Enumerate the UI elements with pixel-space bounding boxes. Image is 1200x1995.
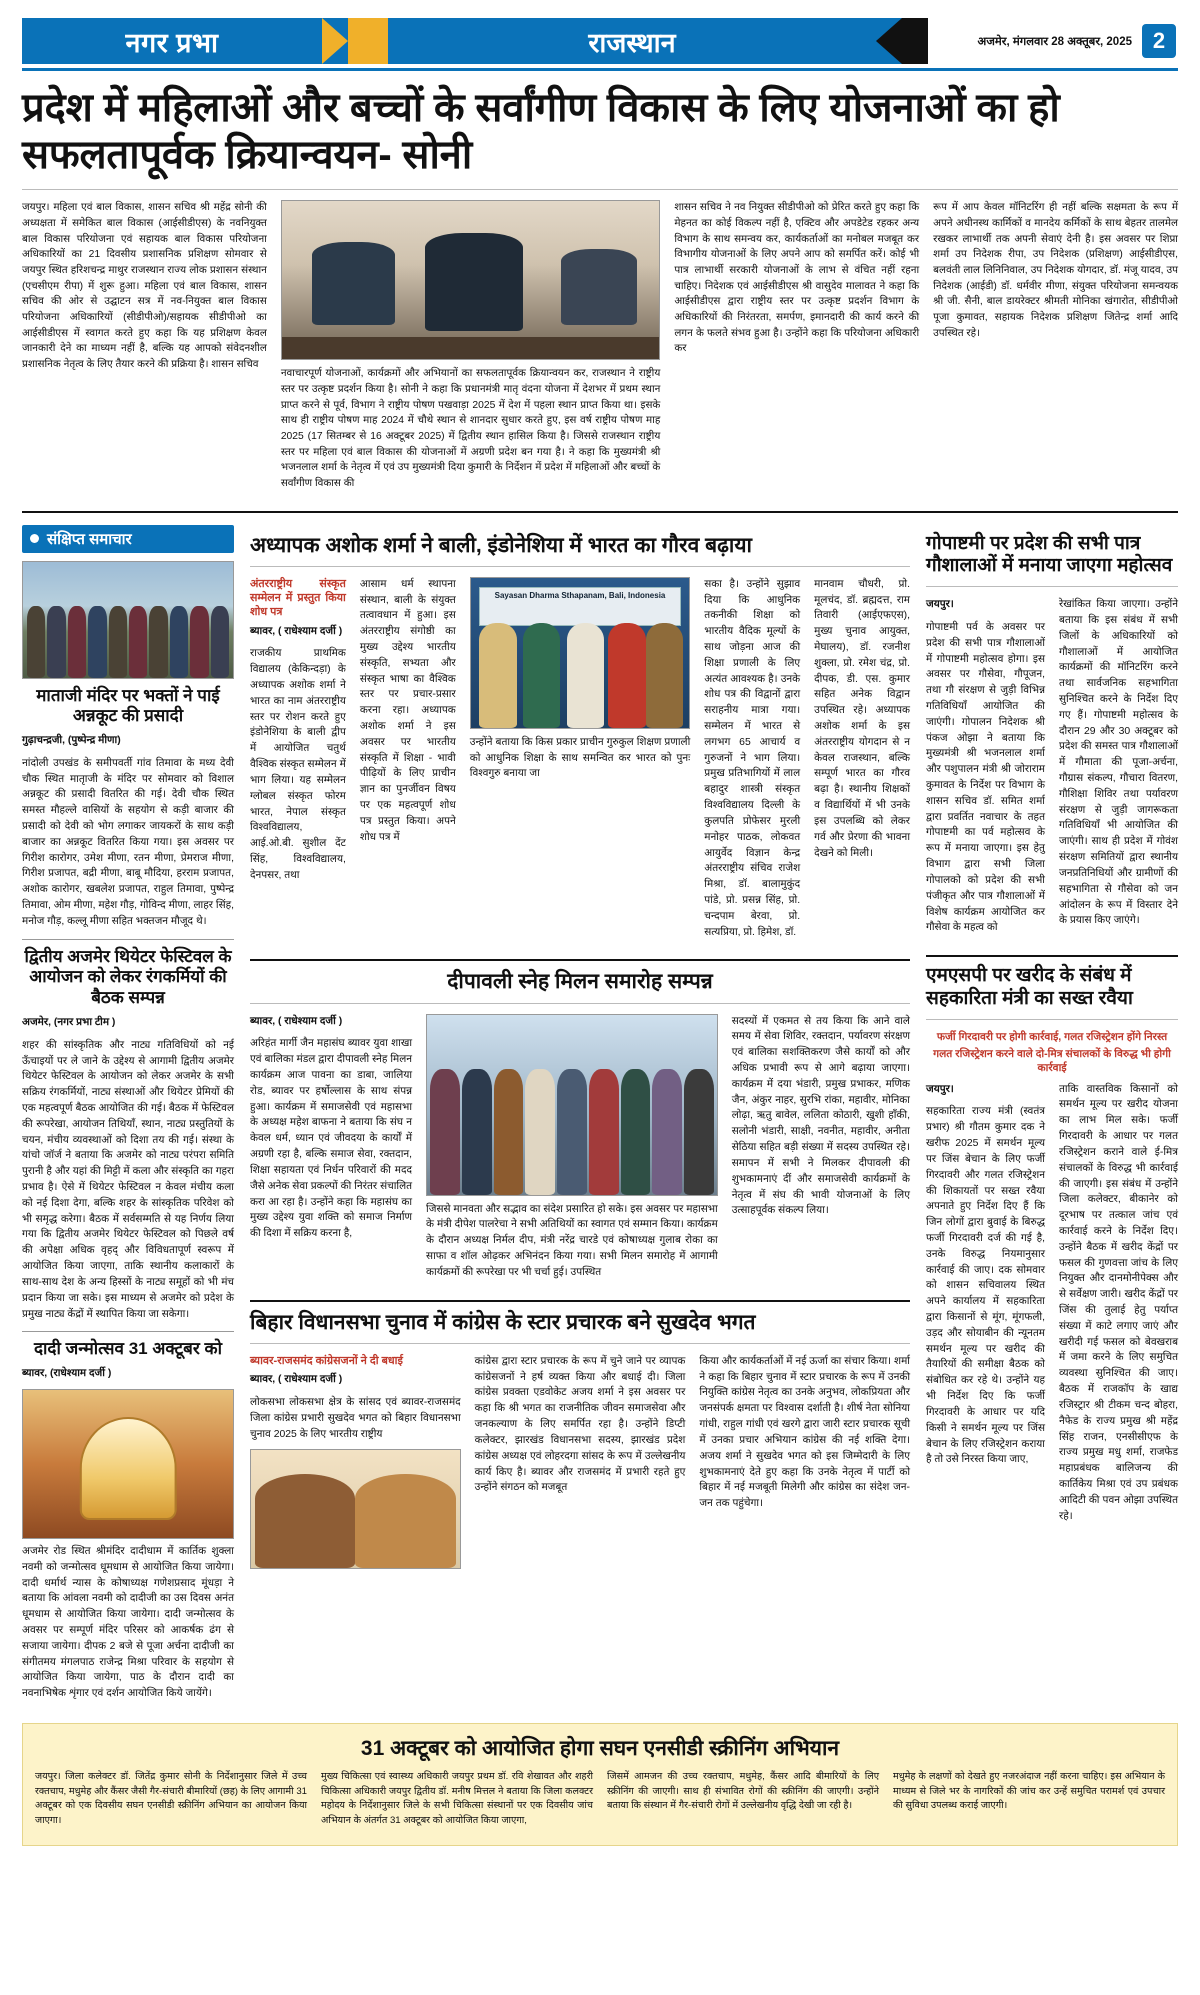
mid-story1-col3-text-wrap (470, 735, 691, 789)
mid-story2-byline: ब्यावर, ( राधेश्याम दर्जी ) (250, 1015, 343, 1027)
mid-divider-3 (250, 1300, 910, 1302)
right-divider-2 (926, 1019, 1178, 1020)
mid-divider-1 (250, 959, 910, 961)
mid-story3-headline: बिहार विधानसभा चुनाव में कांग्रेस के स्टार प्रचारक बने सुखदेव भगत (250, 1310, 756, 1334)
left-divider-2 (22, 1331, 234, 1332)
left-news1-text: नांदोली उपखंड के समीपवर्ती गांव तिमावा के मध्य देवी चौक स्थित मातृाजी के मंदिर पर सोमवार को विशाल अन्नकूट की प्रसादी वितरित की गई। देवी चौक स्थित समस्त मौहल्ले वासियों के सहयोग से कड़ी बाजार की प्रसादी को देवी को भोग लगाकर जायकरों के साथ कड़ी बाजार का अन्नकूट वितरित किया गया। इस अवसर पर गिरीश कारोगर, उमेश मीणा, रतन मीणा, प्रेमराज मीणा, गिरीश प्रजापत, बद्री मीणा, बाबू मौदिया, हरराम प्रजापत, अशोक कारोगर, खबलेश प्रजापत, राहुल तिमावा, पुष्पेन्द्र तिमावा, ओम मीणा, महेश गौड़, गोविन्द मीणा, लाहर सिंह, मनोज गौड़, कल्लू मीणा सहित भक्तजन मौजूद थे। (22, 757, 234, 927)
section-divider-1 (22, 511, 1178, 513)
left-divider-1 (22, 939, 234, 940)
mid-story1-col4 (704, 577, 800, 948)
mid-story3-byline: ब्यावर, ( राधेश्याम दर्जी ) (250, 1374, 343, 1386)
masthead-chevron-yellow (322, 18, 348, 64)
portrait-figure-right (355, 1474, 455, 1568)
gathering-figures (427, 1069, 717, 1195)
bottom-col-4-text: मधुमेह के लक्षणों को देखते हुए नजरअंदाज नहीं करना चाहिए। इस अभियान के माध्यम से जिले भर के नागरिकों की जांच कर उन्हें समुचित परामर्श एवं उपचार की सुविधा उपलब्ध कराई जाएगी। (893, 1771, 1165, 1812)
lead-headline: प्रदेश में महिलाओं और बच्चों के सर्वांगीण विकास के लिए योजनाओं का हो सफलतापूर्वक क्रियान्वयन- सोनी (22, 86, 1060, 178)
right-story2 (926, 1082, 1178, 1532)
right-story1 (926, 597, 1178, 943)
mid-story1-col1-text: राजकीय प्राथमिक विद्यालय (केकिन्दड़ा) के अध्यापक अशोक शर्मा ने भारत का नाम अंतरराष्ट्रीय स्तर पर रोशन करते हुए इंडोनेशिया के बाली द्वीप में आयोजित चतुर्थ वैश्विक संस्कृत सम्मेलन में भाग लिया। यह सम्मेलन ग्लोबल संस्कृत फोरम भारत, नेपाल संस्कृत विश्वविद्यालय, आई.ओ.बी. सुशील देंट सिंह, विश्वविद्यालय, देनपसर, तथा (250, 648, 346, 881)
bottom-col-2 (321, 1770, 593, 1835)
right-column (926, 525, 1178, 1710)
right-story2-kicker: फर्जी गिरदावरी पर होगी कार्रवाई, गलत रजिस्ट्रेशन होंगे निरस्त (936, 1030, 1168, 1043)
left-news3-text-wrap (22, 1544, 234, 1702)
mid-story3-col1 (250, 1354, 461, 1570)
bottom-col-3-text: जिसमें आमजन की उच्च रक्तचाप, मधुमेह, कैंसर आदि बीमारियों के लिए स्क्रीनिंग की जाएगी। साथ ही संभावित रोगों की स्क्रीनिंग की जाएगी। उन्होंने बताया कि संस्थान में गैर-संचारी रोगों में उल्लेखनीय वृद्धि देखी जा रही है। (607, 1771, 879, 1812)
lead-col-1 (22, 200, 267, 498)
left-news2-byline: अजमेर, (नगर प्रभा टीम ) (22, 1016, 116, 1028)
right-story1-col1 (926, 597, 1045, 943)
right-story1-col2 (1059, 597, 1178, 943)
devotees-photo (22, 561, 234, 679)
bottom-strip-headline: 31 अक्टूबर को आयोजित होगा सघन एनसीडी स्क्रीनिंग अभियान (360, 1737, 840, 1761)
lead-col-4-text: रूप में आप केवल मॉनिटरिंग ही नहीं बल्कि सक्षमता के रूप में अपने अधीनस्थ कार्मिकों व मानदेय कर्मिकों के साथ बेहतर तालमेल रखकर लाभार्थी तक अपनी सेवाएं देनी है। इस अवसर पर शिप्रा शर्मा उप निदेशक रीपा, उप निदेशक (प्रशिक्षण) आईसीडीएस, बलवंती लाल लिनिनिवाल, उप निदेशक योगदार, डॉ. मंजू यादव, उप निदेशक (आईडी) डॉ. धर्मवीर मीणा, संयुक्त परियोजना समन्वयक श्री जी. सैनी, बाल डायरेक्टर श्रीमती मोनिका खंगारोत, सीडीपीओ पूजा कुमावत, सहायक निदेशक प्रशिक्षण जितेन्द्र शर्मा आदि उपस्थित रहे। (933, 202, 1178, 339)
lead-col-2-text: नवाचारपूर्ण योजनाओं, कार्यक्रमों और अभियानों का सफलतापूर्वक क्रियान्वयन कर, राजस्थान ने राष्ट्रीय स्तर पर उत्कृष्ट प्रदर्शन किया है। सोनी ने कहा कि प्रधानमंत्री मातृ वंदना योजना में देशभर में प्रथम स्थान प्राप्त करने से पूर्व, विभाग ने राष्ट्रीय पोषण पखवाड़ा 2025 में देश में पहला स्थान प्राप्त किया था। इसके साथ ही राष्ट्रीय पोषण माह 2024 में चौथे स्थान से शानदार सुधार करते हुए, इस वर्ष राष्ट्रीय पोषण माह 2025 (17 सितम्बर से 16 अक्टूबर 2025) में द्वितीय स्थान हासिल किया है। जिससे राजस्थान राष्ट्रीय स्तर पर महिला एवं बाल विकास की योजनाओं में अग्रणी प्रदेश बन गया है। ने कहा कि मुख्यमंत्री श्री भजनलाल शर्मा के नेतृत्व में एवं उप मुख्यमंत्री दिया कुमारी के निर्देशन में प्रदेश में महिलाओं और बच्चों के सर्वांगीण विकास की (280, 368, 661, 489)
mid-divider-4 (250, 1343, 910, 1344)
banner-text: Sayasan Dharma Sthapanam, Bali, Indonesia (494, 590, 666, 600)
left-news2-headline: द्वितीय अजमेर थियेटर फेस्टिवल के आयोजन को लेकर रंगकर्मियों की बैठक सम्पन्न (24, 946, 232, 1008)
leaders-portrait-photo (250, 1449, 461, 1569)
right-story2-col2-text: ताकि वास्तविक किसानों को समर्थन मूल्य पर खरीद योजना का लाभ मिल सके। फर्जी गिरदावरी के आधार पर गलत रजिस्ट्रेशन कराने वाले ई-मित्र संचालकों के विरुद्ध भी कार्रवाई की जाएगी। इस संबंध में उन्होंने जिला कलेक्टर, बीकानेर को दूरभाष पर तत्काल जांच एवं कार्रवाई करने के निर्देश दिए। उन्होंने बैठक में खरीद केंद्रों पर फसल की गुणवत्ता जांच के लिए नियुक्त और दानमोनीपेक्स और से सर्वेक्षण जारी। खरीद केंद्रों पर जिंस की तुलाई हेतु पर्याप्त संख्या में काटे लगाए जाएं और खरीदी गई फसल को बेवखराब में जमा करने के लिए समुचित व्यवस्था सुनिश्चित की जाए। बैठक में राजकॉप के खाद्य रजिस्ट्रार श्री टीकम चन्द बोहरा, नैफेड के राज्य प्रमुख श्री महेंद्र सिंह राजन, एनसीसीएफ के राज्य प्रमुख मधु शर्मा, राजफेड महाप्रबंधक बालिजन्य की कार्तिकेय मिश्रा एवं उप प्रबंधक आदिटी की पवन ओझा उपस्थित रहे। (1059, 1083, 1178, 1522)
idol-figure (80, 1417, 177, 1521)
lead-photo (281, 200, 661, 360)
portrait-figure-left (255, 1474, 355, 1568)
masthead-right (928, 18, 1178, 64)
mid-story1-byline: ब्यावर, ( राधेश्याम दर्जी ) (250, 625, 343, 637)
page-number-badge: 2 (1142, 24, 1176, 58)
mid-story3-col3-text: किया और कार्यकर्ताओं में नई ऊर्जा का संचार किया। शर्मा ने कहा कि बिहार चुनाव में स्टार प्रचारक के रूप में उनकी नियुक्ति कांग्रेस नेतृत्व का उनके अनुभव, लोकप्रियता और जनसंपर्क क्षमता पर विश्वास दर्शाती है। शीर्ष नेता सोनिया गांधी, राहुल गांधी एवं खरगे द्वारा जारी स्टार प्रचारक सूची में उनका प्रचार अभियान कांग्रेस की नई शक्ति देगा। अजय शर्मा ने सुखदेव भगत को इस जिम्मेदारी के लिए शुभकामनाएं देते हुए कहा कि उनके नेतृत्व में पार्टी को बिहार में नई मजबूती मिलेगी और कांग्रेस का संदेश जन-जन तक पहुंचेगा। (699, 1355, 911, 1510)
bali-conference-photo (470, 577, 691, 729)
left-news1-byline: गुढ़ाचन्द्रजी, (पुष्पेन्द्र मीणा) (22, 734, 121, 746)
mid-divider-2 (250, 1003, 910, 1004)
right-story2-col1-text: सहकारिता राज्य मंत्री (स्वतंत्र प्रभार) श्री गौतम कुमार दक ने खरीफ 2025 में समर्थन मूल्य पर जिंस बेचान के लिए फर्जी गिरदावरी और गलत रजिस्ट्रेशन की शिकायतों पर सख्त रवैया अपनाते हुए निर्देश दिए हैं कि जिन लोगों द्वारा बुवाई के बिरुद्ध फर्जी गिरदावरी दर्ज की गई है, उनके विरुद्ध नियमानुसार कार्रवाई की जाए। दक सोमवार को शासन सचिवालय स्थित अपने कार्यालय में सहकारिता द्वारा किसानों से मूंग, मूंगफली, उड़द और सोयाबीन की न्यूनतम समर्थन मूल्य पर खरीद की तैयारियों की समीक्षा बैठक को संबोधित कर रहे थे। उन्होंने यह भी निर्देश दिए कि फर्जी गिरदावरी के आधार पर यदि किसी ने समर्थन मूल्य पर जिंस बेचान के लिए रजिस्ट्रेशन कराया है तो उसे निरस्त किया जाए, (926, 1106, 1045, 1466)
left-news3-body (22, 1366, 234, 1382)
masthead-center-title: राजस्थान (388, 18, 876, 64)
bottom-col-1 (35, 1770, 307, 1835)
left-news3-byline: ब्यावर, (राधेश्याम दर्जी ) (22, 1368, 112, 1380)
mid-story3-kicker: ब्यावर-राजसमंद कांग्रेसजनों ने दी बधाई (250, 1354, 403, 1367)
bottom-col-1-text: जयपुर। जिला कलेक्टर डॉ. जितेंद्र कुमार सोनी के निर्देशानुसार जिले में उच्च रक्तचाप, मधुमेह और कैंसर जैसी गैर-संचारी बीमारियों (छह) के लिए आगामी 31 अक्टूबर को एक दिवसीय सघन एनसीडी स्क्रीनिंग अभियान का आयोजन किया जाएगा। (35, 1771, 307, 1826)
right-divider-1 (926, 955, 1178, 957)
bottom-col-2-text: मुख्य चिकित्सा एवं स्वास्थ्य अधिकारी जयपुर प्रथम डॉ. रवि शेखावत और शहरी चिकित्सा अधिकारी जयपुर द्वितीय डॉ. मनीष मित्तल ने बताया कि जिला कलक्टर महोदय के निर्देशानुसार जिले के सभी चिकित्सा संस्थानों पर एक दिवसीय जांच अभियान के अंतर्गत 31 अक्टूबर को आयोजित किया जाएगा, (321, 1771, 593, 1826)
right-divider-0 (926, 586, 1178, 587)
mid-story1-col1 (250, 577, 346, 948)
right-story1-headline: गोपाष्टमी पर प्रदेश की सभी पात्र गौशालाओं में मनाया जाएगा महोत्सव (926, 532, 1173, 577)
mid-story2-col3-text: सदस्यों में एकमत से तय किया कि आने वाले समय में सेवा शिविर, रक्तदान, पर्यावरण संरक्षण एवं बालिका सशक्तिकरण जैसे कार्यों को और अधिक प्रभावी रूप से आगे बढ़ाया जाएगा। कार्यक्रम में दया भंडारी, प्रमुख प्रभाकर, मणिक जैन, अंकुर नाहर, सुरभि रांका, महावीर, मोनिका लोढ़ा, ऋतु बावेल, ललिता कोठारी, खुशी हाँकी, सलोनी भंडारी, साक्षी, नवनीत, महावीर, अनीता सेठिया सहित बड़ी संख्या में सदस्य उपस्थित रहे। समापन में सभी ने मिलकर दीपावली की शुभकामनाएं दीं और समाजसेवी कार्यक्रमों के नेतृत्व में संघ की भावी योजनाओं के लिए उत्साहपूर्वक संकल्प लिया। (731, 1015, 910, 1217)
mid-story1-col5 (814, 577, 910, 948)
mid-story2-col1 (250, 1014, 412, 1288)
mid-story2-col3 (732, 1014, 910, 1288)
lead-col-2 (281, 200, 661, 498)
masthead-left-title: नगर प्रभा (22, 18, 322, 64)
mid-story3-col2-text: कांग्रेस द्वारा स्टार प्रचारक के रूप में चुने जाने पर व्यापक कांग्रेसजनों ने हर्ष व्यक्त किया और बधाई दी। जिला कांग्रेस प्रवक्ता एडवोकेट अजय शर्मा ने इस अवसर पर कहा कि श्री भगत का राजनीतिक जीवन समाजसेवा और जनकल्याण के लिए समर्पित रहा है। उन्होंने डिप्टी कलेक्टर, झारखंड विधानसभा सदस्य, झारखंड प्रदेश कांग्रेस अध्यक्ष एवं लोहरदगा सांसद के रूप में उल्लेखनीय कार्य किए है। ब्यावर और राजसमंद में प्रभारी रहते हुए उन्होंने संगठन को मजबूत (474, 1355, 686, 1494)
left-news3-text: अजमेर रोड स्थित श्रीमंदिर दादीधाम में कार्तिक शुक्ला नवमी को जन्मोत्सव धूमधाम से आयोजित किया जायेगा। दादी धर्मार्थ न्यास के कोषाध्यक्ष गणेशप्रसाद मूंधड़ा ने बताया कि आंवला नवमी को दादीजी का उस दिवस अनंत धूमधाम से आयोजित किया जायेगा। दादी जन्मोत्सव के अवसर पर सम्पूर्ण मंदिर परिसर को आकर्षक ढंग से सजाया जायेगा। दीपक 2 बजे से पूजा अर्चना दादीजी का संगीतमय मंगलपाठ राजेन्द्र मिश्रा परिवार के सहयोग से आयोजित किया जायेगा, पाठ के दौरान दादी का नवनाभिषेक शृंगार एवं दर्शन आयोजित किये जायेंगे। (22, 1545, 234, 1700)
lead-col-3 (674, 200, 919, 498)
right-story2-col2 (1059, 1082, 1178, 1532)
edition-date: अजमेर, मंगलवार 28 अक्तूबर, 2025 (977, 35, 1132, 48)
right-story2-kicker-2: गलत रजिस्ट्रेशन करने वाले दो-मित्र संचालकों के विरुद्ध भी होगी कार्रवाई (933, 1048, 1171, 1075)
mid-story1-subcols (470, 735, 691, 789)
middle-column (250, 525, 910, 1710)
left-news3-headline: दादी जन्मोत्सव 31 अक्टूबर को (34, 1339, 222, 1359)
mid-story2-headline: दीपावली स्नेह मिलन समारोह सम्पन्न (447, 970, 713, 994)
lead-divider (22, 189, 1178, 190)
lead-story (22, 200, 1178, 498)
temple-idol-photo (22, 1389, 234, 1539)
left-column (22, 525, 234, 1710)
mid-story1 (250, 577, 910, 948)
mid-story1-col2 (360, 577, 456, 948)
mid-story1-col3 (470, 577, 691, 948)
brief-news-title: संक्षिप्त समाचार (47, 530, 132, 548)
photo-figures (23, 606, 233, 678)
mid-story3-col1-text: लोकसभा लोकसभा क्षेत्र के सांसद एवं ब्यावर-राजसमंद जिला कांग्रेस प्रभारी सुखदेव भगत को बिहार विधानसभा चुनाव 2025 के लिए भारतीय राष्ट्रीय (250, 1396, 461, 1440)
bottom-highlight-box (22, 1723, 1178, 1846)
masthead-black-block (902, 18, 928, 64)
lead-col-4 (933, 200, 1178, 498)
mid-story1-col3-text: उन्होंने बताया कि किस प्रकार प्राचीन गुरुकुल शिक्षण प्रणाली को आधुनिक शिक्षा के साथ समन्वित कर भारत को पुनः विश्वगुरु बनाया जा (469, 736, 691, 780)
brief-news-header (22, 525, 234, 553)
right-story1-col2-text: रेखांकित किया जाएगा। उन्होंने बताया कि इस संबंध में सभी जिलों के अधिकारियों को गौशालाओं में आयोजित कार्यक्रमों की मॉनिटरिंग करने तथा सार्वजनिक सहभागिता सुनिश्चित करने के निर्देश दिए गए हैं। गोपाष्टमी महोत्सव के दौरान 29 और 30 अक्टूबर को प्रदेश की समस्त पात्र गौशालाओं में गौमाता की पूजा-अर्चना, गौग्रास संकल्प, गौचारा वितरण, गौशिक्षा शिविर तथा पर्यावरण संरक्षण से जुड़ी जागरूकता गतिविधियाँ भी आयोजित की जाएंगी। साथ ही प्रदेश में गोवंश संरक्षण समितियों द्वारा स्थानीय जनप्रतिनिधियों और ग्रामीणों की सहभागिता से गौसेवा को जन आंदोलन के रूप में विस्तार देने के प्रयास किए जाएंगे। (1059, 599, 1178, 927)
left-news2-body (22, 1015, 234, 1322)
bottom-col-3 (607, 1770, 879, 1835)
left-news1-headline: माताजी मंदिर पर भक्तों ने पाई अन्नकूट की प्रसादी (36, 685, 220, 726)
mid-story3-col3 (699, 1354, 910, 1570)
mid-story2-col2-text: जिससे मानवता और सद्भाव का संदेश प्रसारित हो सके। इस अवसर पर महासभा के मंत्री दीपेश पालरेचा ने सभी अतिथियों का स्वागत एवं सम्मान किया। कार्यक्रम के दौरान अध्यक्ष निर्मल दीप, मंत्री नरेंद्र चारडे एवं कोषाध्यक्ष गुलाब रोका का साफा व शॉल ओढ़कर अभिनंदन किया गया। सभी मिलन समारोह में आगामी कार्यक्रमों की रूपरेखा पर भी चर्चा हुई। उपस्थित (426, 1203, 718, 1278)
lead-col-1-text: जयपुर। महिला एवं बाल विकास, शासन सचिव श्री महेंद्र सोनी की अध्यक्षता में समेकित बाल विकास (आईसीडीएस) के नवनियुक्त बाल विकास परियोजना एवं सहायक बाल विकास परियोजना अधिकारियों का 21 दिवसीय प्रशासनिक प्रशिक्षण सोमवार से जयपुर स्थित हरिशचन्द्र माथुर राजस्थान राज्य लोक प्रशासन संस्थान (एचसीएम रीपा) में शुरू हुआ। महिला एवं बाल विकास, शासन सचिव की ओर से उद्घाटन सत्र में नव-नियुक्त बाल विकास परियोजना अधिकारियों (सीडीपीओ)/सहायक सीडीपीओ का आईसीडीएस में स्वागत करते हुए कहा कि यह प्रशिक्षण केवल जानकारी देने का माध्यम नहीं है, बल्कि यह आपको संवेदनशील प्रशासनिक नेतृत्व के लिए तैयार करने की प्रक्रिया है। शासन सचिव (22, 202, 267, 370)
masthead-yellow-block (348, 18, 388, 64)
mid-story2 (250, 1014, 910, 1288)
right-story2-byline: जयपुर। (926, 1083, 954, 1095)
mid-story2-col1-text: अरिहंत मार्गी जैन महासंघ ब्यावर युवा शाखा एवं बालिका मंडल द्वारा दीपावली स्नेह मिलन कार्यक्रम आज पावना का डाबा, जालिया रोड, ब्यावर पर हर्षोल्लास के साथ संपन्न हुआ। कार्यक्रम में समाजसेवी एवं महासभा के अध्यक्ष महेश बाफना ने बताया कि संघ न केवल धर्म, ध्यान एवं जीवदया के कार्यों में अग्रणी रहा है, बल्कि समाज सेवा, रक्तदान, शिक्षा सहायता एवं निर्धन परिवारों की मदद जैसे अनेक सेवा प्रकल्पों की निरंतर संचालित करा आ रहा है। उन्होंने कहा कि महासंघ का मुख्य उद्देश्य युवा शक्ति को समाज निर्माण की दिशा में सक्रिय करना है, (250, 1038, 413, 1240)
left-news2-text: शहर की सांस्कृतिक और नाट्य गतिविधियों को नई ऊँचाइयों पर ले जाने के उद्देश्य से आगामी द्वितीय अजमेर थियेटर फेस्टिवल के आयोजन को लेकर अजमेर के सभी सक्रिय रंगकर्मियों, नाट्य संस्थाओं और थियेटर प्रेमियों की एक महत्वपूर्ण बैठक आयोजित की गई। बैठक में फेस्टिवल की रूपरेखा, आयोजन तिथियाँ, स्थान, नाट्य प्रस्तुतियों के चयन, मंचीय व्यवस्थाओं को दिशा तय की गई। संस्था के यांचो जॉर्ज ने बताया कि अजमेर को नाट्य परंपरा समिति पुरानी है और यहां की मिट्टी में कला और संस्कृति का गहरा प्रभाव है। ऐसे में थियेटर फेस्टिवल न केवल मंचीय कला को नई दिशा देगा, बल्कि शहर के सांस्कृतिक परिवेश को भी समृद्ध करेगा। बैठक में सर्वसम्मति से यह निर्णय लिया गया कि द्वितीय अजमेर थियेटर फेस्टिवल को पिछले वर्ष की अपेक्षा अधिक वृहद् और विविधतापूर्ण स्वरूप में आयोजित किया जाएगा, ताकि स्थानीय कलाकारों के साथ-साथ देश के अन्य हिस्सों के नाट्य समूहों को भी मंच प्रदान किया जा सके। इस माध्यम से अजमेर को प्रदेश के प्रमुख नाट्य केंद्रों में स्थापित किया जा सकेगा। (22, 1039, 234, 1320)
right-story2-headline: एमएसपी पर खरीद के संबंध में सहकारिता मंत्री का सख्त रवैया (926, 965, 1133, 1009)
bottom-strip-body (35, 1770, 1165, 1835)
lead-col-3-text: शासन सचिव ने नव नियुक्त सीडीपीओ को प्रेरित करते हुए कहा कि मेहनत का कोई विकल्प नहीं है, एक्टिव और अपडेटेड रहकर अन्य विभाग के साथ समन्वय कर, कार्यकर्ताओं का मनोबल मजबूत कर विभागीय योजनाओं के लिए अपने आप को समर्पित करें। कोई भी पात्र लाभार्थी सरकारी योजनाओं के लाभ से वंचित नहीं रहना चाहिए। निदेशक एवं आईसीडीएस श्री वासुदेव मालावत ने कहा कि आईसीडीएस द्वारा राष्ट्रीय स्तर पर उत्कृष्ट प्रदर्शन विभाग के अधिकारियों की निरंतरता, समर्पण, इमानदारी की कार्य करने की लगन के फलते संभव हुआ है। उन्होंने कहा कि परियोजना अधिकारी कर (674, 202, 920, 355)
bottom-col-4 (893, 1770, 1165, 1835)
lower-grid (22, 525, 1178, 1710)
right-story1-byline: जयपुर। (926, 599, 954, 611)
mid-story1-col5-text: मानवाम चौधरी, प्रो. मूलचंद, डॉ. ब्रह्मदत्त, राम तिवारी (आईएफएस), मुख्य चुनाव आयुक्त, मेघालय), डॉ. रजनीश शुक्ला, प्रो. रमेश चंद्र, प्रो. दीपक, डी. एस. कुमार सहित अनेक विद्वान उपस्थित रहे। अध्यापक अशोक शर्मा के इस अंतरराष्ट्रीय योगदान से न केवल राजस्थान, बल्कि सम्पूर्ण भारत का गौरव बढ़ा है। स्थानीय शिक्षकों व विद्यार्थियों में भी उनके इस उपलब्धि को लेकर गर्व और प्रेरणा की भावना देखने को मिली। (814, 578, 911, 859)
masthead-chevron-black (876, 18, 902, 64)
mid-story3 (250, 1354, 910, 1570)
mid-story3-col2 (475, 1354, 686, 1570)
mid-story2-col2 (426, 1014, 718, 1288)
mid-story1-col4-text: सका है। उन्होंने सुझाव दिया कि आधुनिक तकनीकी शिक्षा को भारतीय वैदिक मूल्यों के साथ जोड़ना आज की शिक्षा प्रणाली के लिए अत्यंत आवश्यक है। उनके शोध पत्र की विद्वानों द्वारा सराहनीय मात्रा गया। सम्मेलन में भारत से लगभग 65 आचार्य व गुरुजनों ने भाग लिया। प्रमुख प्रतिभागियों में लाल बहादुर शास्त्री संस्कृत विश्वविद्यालय दिल्ली के कुलपति प्रोफेसर मुरली मनोहर पाठक, लोकवत आयुर्वेद विज्ञान केन्द्र अंतरराष्ट्रीय संचिव राजेश मिश्रा, डॉ. बालामुकुंद पांडे, प्रो. प्रसन्न सिंह, प्रो. चन्दपाम बेरवा, प्रो. सत्यप्रिया, प्रो. हिमेश, डॉ. (704, 578, 801, 938)
masthead-rule (22, 68, 1178, 71)
mid-divider-0 (250, 566, 910, 567)
mid-story1-kicker: अंतरराष्ट्रीय संस्कृत सम्मेलन में प्रस्तुत किया शोध पत्र (250, 577, 346, 619)
diwali-gathering-photo (426, 1014, 718, 1196)
mid-story1-col2-text: आसाम धर्म स्थापना संस्थान, बाली के संयुक्त तत्वावधान में हुआ। इस अंतरराष्ट्रीय संगोष्ठी का मुख्य उद्देश्य भारतीय संस्कृति, सभ्यता और संस्कृत भाषा का वैश्विक स्तर पर प्रचार-प्रसार करना रहा। अध्यापक अशोक शर्मा ने इस अवसर पर भारतीय संस्कृति में शिक्षा - भावी पीढ़ियों के लिए प्राचीन ज्ञान का पुनर्जीवन विषय पर एक महत्वपूर्ण शोध पत्र प्रस्तुत किया। अपने शोध पत्र में (359, 578, 456, 843)
right-story2-col1 (926, 1082, 1045, 1532)
bullet-icon (30, 534, 39, 543)
masthead (22, 18, 1178, 64)
mid-story1-headline: अध्यापक अशोक शर्मा ने बाली, इंडोनेशिया में भारत का गौरव बढ़ाया (250, 533, 752, 557)
left-news1-body (22, 733, 234, 930)
right-story1-col1-text: गोपाष्टमी पर्व के अवसर पर प्रदेश की सभी पात्र गौशालाओं में गोपाष्टमी महोत्सव होगा। इस अवसर पर गौसेवा, गौपूजन, तथा गौ संरक्षण से जुड़ी विभिन्न गतिविधियाँ आयोजित की जाएंगी। गोपालन निदेशक श्री पंकज ओझा ने बताया कि मुख्यमंत्री श्री भजनलाल शर्मा और पशुपालन मंत्री श्री जोराराम कुमावत के निर्देश पर विभाग के शासन सचिव डॉ. समित शर्मा द्वारा प्रवर्तित नवाचार के तहत गोपाष्टमी का पर्व महोत्सव के रूप में मनाया जाएगा। इस हेतु विभाग द्वारा सभी जिला गोपालको को प्रदेश की सभी पंजीकृत और पात्र गौशालाओं में विशेष कार्यक्रम आयोजित कर गौसेवा के महत्व को (926, 621, 1045, 934)
